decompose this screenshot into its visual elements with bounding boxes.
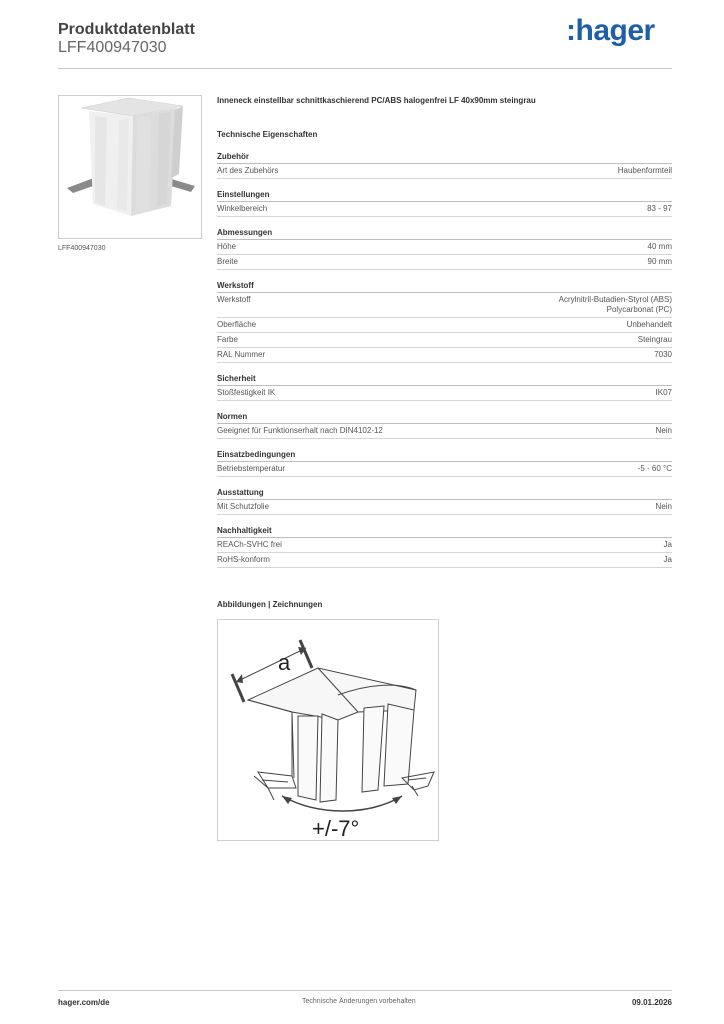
spec-value: Unbehandelt <box>626 320 672 329</box>
logo-colon: : <box>566 14 576 47</box>
spec-section <box>217 189 672 217</box>
spec-value: Acrylnitril-Butadien-Styrol (ABS) Polycarbonat (PC) <box>558 295 672 314</box>
spec-section <box>217 373 672 401</box>
spec-row <box>217 386 672 401</box>
spec-value: Steingrau <box>637 335 672 344</box>
header-divider <box>58 68 672 69</box>
product-name: Inneneck einstellbar schnittkaschierend PC/ABS halogenfrei LF 40x90mm steingrau <box>217 96 536 105</box>
spec-section <box>217 151 672 179</box>
spec-row <box>217 424 672 439</box>
spec-value: Ja <box>663 555 672 564</box>
spec-value: -5 - 60 °C <box>637 464 672 473</box>
photo-caption: LFF400947030 <box>58 245 106 252</box>
section-heading: Werkstoff <box>217 280 672 293</box>
spec-value: Haubenformteil <box>617 166 672 175</box>
spec-value: IK07 <box>655 388 672 397</box>
spec-value: 90 mm <box>647 257 672 266</box>
product-sku: LFF400947030 <box>58 39 167 56</box>
spec-row <box>217 293 672 318</box>
logo-text: hager <box>575 14 655 47</box>
spec-row <box>217 202 672 217</box>
section-heading: Abmessungen <box>217 227 672 240</box>
section-heading: Ausstattung <box>217 487 672 500</box>
section-heading: Zubehör <box>217 151 672 164</box>
technical-drawing-image <box>218 620 438 840</box>
spec-section <box>217 227 672 270</box>
spec-label: Werkstoff <box>217 295 251 304</box>
spec-row <box>217 318 672 333</box>
dimension-label: a <box>278 650 291 675</box>
spec-row <box>217 240 672 255</box>
product-photo-image <box>59 96 201 238</box>
spec-label: Breite <box>217 257 238 266</box>
spec-label: REACh-SVHC frei <box>217 540 282 549</box>
section-heading: Einsatzbedingungen <box>217 449 672 462</box>
technical-drawing <box>217 619 439 841</box>
page-title: Produktdatenblatt <box>58 21 195 38</box>
spec-label: Mit Schutzfolie <box>217 502 270 511</box>
spec-label: Oberfläche <box>217 320 257 329</box>
spec-section <box>217 525 672 568</box>
spec-section <box>217 411 672 439</box>
spec-section <box>217 449 672 477</box>
spec-label: Winkelbereich <box>217 204 268 213</box>
spec-label: RAL Nummer <box>217 350 266 359</box>
spec-value: Nein <box>655 502 672 511</box>
spec-value: Ja <box>663 540 672 549</box>
spec-row <box>217 462 672 477</box>
spec-section <box>217 487 672 515</box>
spec-label: Stoßfestigkeit IK <box>217 388 276 397</box>
footer-website-link[interactable]: hager.com/de <box>58 998 110 1007</box>
section-heading: Nachhaltigkeit <box>217 525 672 538</box>
spec-row <box>217 255 672 270</box>
angle-label: +/-7° <box>312 816 360 840</box>
hager-logo[interactable] <box>566 14 655 48</box>
spec-label: Geeignet für Funktionserhalt nach DIN4102-12 <box>217 426 383 435</box>
spec-section <box>217 280 672 363</box>
product-photo <box>58 95 202 239</box>
spec-label: Betriebstemperatur <box>217 464 286 473</box>
spec-row <box>217 348 672 363</box>
spec-value: 83 - 97 <box>647 204 672 213</box>
spec-label: RoHS-konform <box>217 555 270 564</box>
technical-properties-heading: Technische Eigenschaften <box>217 130 318 139</box>
footer-date: 09.01.2026 <box>631 998 672 1007</box>
spec-row <box>217 538 672 553</box>
spec-row <box>217 500 672 515</box>
spec-row <box>217 553 672 568</box>
spec-label: Art des Zubehörs <box>217 166 279 175</box>
spec-row <box>217 164 672 179</box>
spec-value: Nein <box>655 426 672 435</box>
spec-value: 40 mm <box>647 242 672 251</box>
spec-label: Höhe <box>217 242 237 251</box>
section-heading: Einstellungen <box>217 189 672 202</box>
footer-divider <box>58 990 672 991</box>
section-heading: Normen <box>217 411 672 424</box>
spec-label: Farbe <box>217 335 238 344</box>
figures-heading: Abbildungen | Zeichnungen <box>217 600 323 609</box>
footer-note: Technische Änderungen vorbehalten <box>302 998 416 1005</box>
spec-sections <box>217 151 672 568</box>
spec-value: 7030 <box>654 350 672 359</box>
spec-row <box>217 333 672 348</box>
specifications-column <box>217 96 672 568</box>
section-heading: Sicherheit <box>217 373 672 386</box>
